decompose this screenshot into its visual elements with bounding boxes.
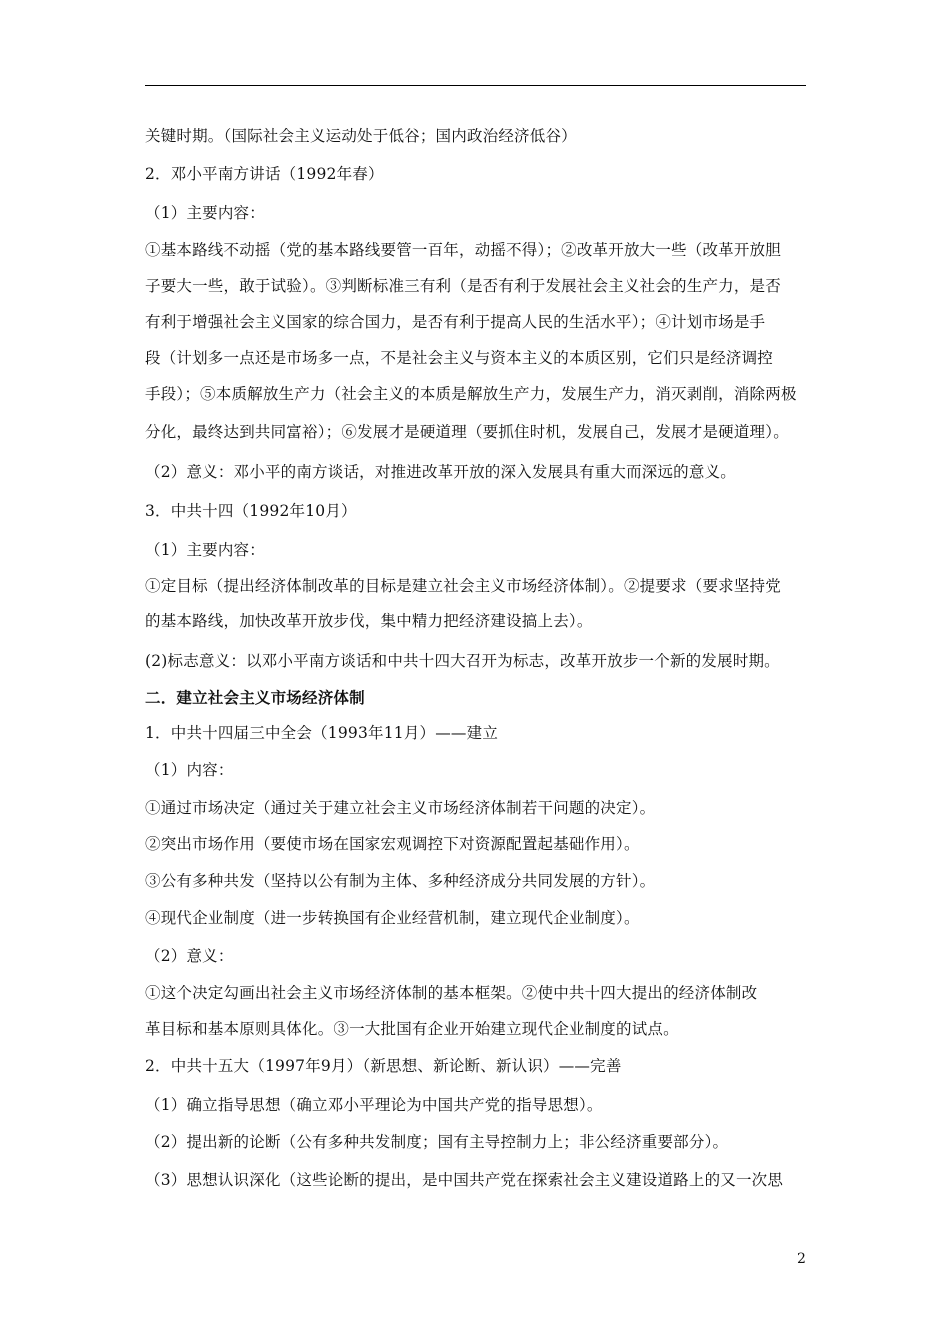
chapter-heading: 二．建立社会主义市场经济体制 xyxy=(145,688,365,707)
list-item: ②突出市场作用（要使市场在国家宏观调控下对资源配置起基础作用）。 xyxy=(145,835,640,853)
section-heading: 3．中共十四（1992年10月） xyxy=(145,502,357,520)
text-line: ①这个决定勾画出社会主义市场经济体制的基本框架。②使中共十四大提出的经济体制改 xyxy=(145,984,758,1002)
text-line: 手段）；⑤本质解放生产力（社会主义的本质是解放生产力，发展生产力，消灭剥削，消除两极 xyxy=(145,385,797,403)
list-item: ①通过市场决定（通过关于建立社会主义市场经济体制若干问题的决定）。 xyxy=(145,799,656,817)
text-line: ①定目标（提出经济体制改革的目标是建立社会主义市场经济体制）。②提要求（要求坚持党 xyxy=(145,577,781,595)
section-heading: 2．中共十五大（1997年9月）（新思想、新论断、新认识）——完善 xyxy=(145,1057,622,1075)
text-line: 子要大一些，敢于试验）。③判断标准三有利（是否有利于发展社会主义社会的生产力，是否 xyxy=(145,277,781,295)
text-line: 革目标和基本原则具体化。③一大批国有企业开始建立现代企业制度的试点。 xyxy=(145,1020,679,1038)
text-line: 分化，最终达到共同富裕）；⑥发展才是硬道理（要抓住时机，发展自己，发展才是硬道理）。 xyxy=(145,423,789,441)
text-line: 有利于增强社会主义国家的综合国力，是否有利于提高人民的生活水平）；④计划市场是手 xyxy=(145,313,766,331)
text-line: 的基本路线，加快改革开放步伐，集中精力把经济建设搞上去）。 xyxy=(145,612,593,630)
list-item: （1）确立指导思想（确立邓小平理论为中国共产党的指导思想）。 xyxy=(145,1096,603,1114)
subheading: （1）内容： xyxy=(145,761,234,779)
list-item: （3）思想认识深化（这些论断的提出，是中国共产党在探索社会主义建设道路上的又一次思 xyxy=(145,1171,784,1189)
header-rule xyxy=(145,85,806,86)
list-item: （2）提出新的论断（公有多种共发制度；国有主导控制力上；非公经济重要部分）。 xyxy=(145,1133,729,1151)
section-heading: 1．中共十四届三中全会（1993年11月）——建立 xyxy=(145,724,499,742)
text-line: (2)标志意义：以邓小平南方谈话和中共十四大召开为标志，改革开放步一个新的发展时期。 xyxy=(145,652,780,670)
subheading: （1）主要内容： xyxy=(145,204,265,222)
subheading: （2）意义： xyxy=(145,947,234,965)
section-heading: 2．邓小平南方讲话（1992年春） xyxy=(145,165,384,183)
list-item: ③公有多种共发（坚持以公有制为主体、多种经济成分共同发展的方针）。 xyxy=(145,872,656,890)
text-line: （2）意义：邓小平的南方谈话，对推进改革开放的深入发展具有重大而深远的意义。 xyxy=(145,463,736,481)
page-number: 2 xyxy=(797,1251,806,1267)
text-line: 段（计划多一点还是市场多一点，不是社会主义与资本主义的本质区别，它们只是经济调控 xyxy=(145,349,774,367)
list-item: ④现代企业制度（进一步转换国有企业经营机制，建立现代企业制度）。 xyxy=(145,909,640,927)
text-line: ①基本路线不动摇（党的基本路线要管一百年，动摇不得）；②改革开放大一些（改革开放胆 xyxy=(145,241,781,259)
subheading: （1）主要内容： xyxy=(145,541,265,559)
text-line: 关键时期。（国际社会主义运动处于低谷；国内政治经济低谷） xyxy=(145,127,577,145)
